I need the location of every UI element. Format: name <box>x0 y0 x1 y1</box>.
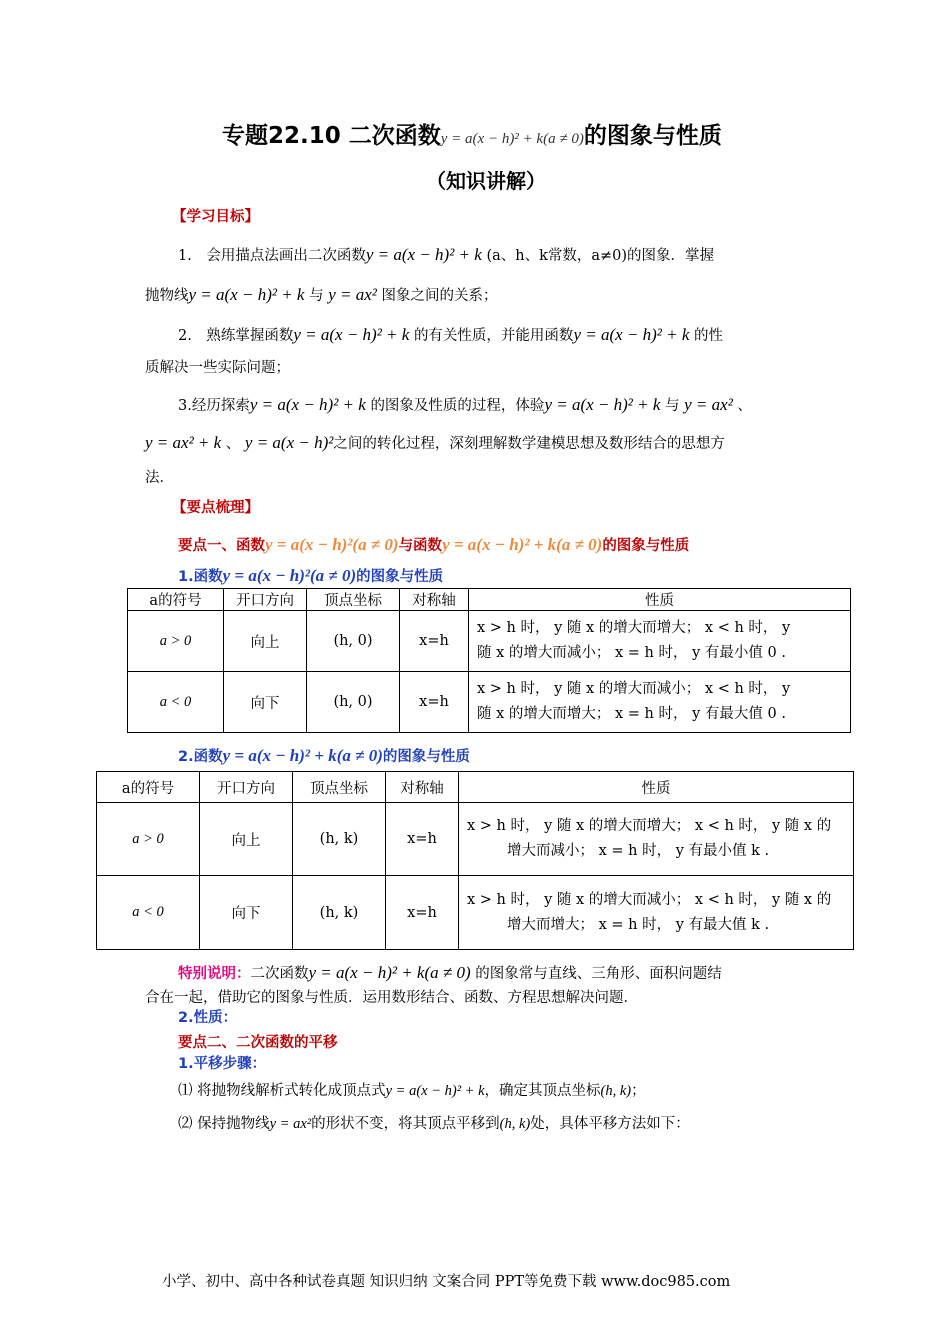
step-text: 处，具体平移方法如下： <box>530 1116 690 1132</box>
sign-cell: a > 0 <box>97 803 200 876</box>
property-line: x > h 时， y 随 x 的增大而增大； x < h 时， y 随 x 的 <box>467 818 832 834</box>
goal-text: 的性 <box>694 328 724 344</box>
formula: (h, k) <box>499 1116 531 1132</box>
direction-cell: 向下 <box>224 672 307 733</box>
heading-text: 的图象与性质 <box>356 569 444 585</box>
formula: y = a(x − h)² + k <box>573 325 690 344</box>
goal-3-line2 <box>145 432 725 453</box>
axis-cell: x=h <box>386 876 459 950</box>
goal-text: 与 <box>665 398 680 414</box>
header-cell: 对称轴 <box>400 589 469 611</box>
goals-heading: 【学习目标】 <box>172 209 259 225</box>
special-note-line1 <box>178 962 722 983</box>
heading-text: 2.函数 <box>178 749 223 765</box>
goal-1-line1 <box>178 244 714 265</box>
formula: y = a(x − h)²(a ≠ 0) <box>265 535 399 554</box>
formula: y = a(x − h)² + k <box>365 245 482 264</box>
step-text: ，确定其顶点坐标 <box>484 1083 601 1099</box>
table-row <box>128 672 851 733</box>
title-formula: y = a(x − h)² + k(a ≠ 0) <box>440 131 584 147</box>
table-header-row <box>128 589 851 611</box>
goal-text: 3.经历探索 <box>178 398 250 414</box>
header-cell: 顶点坐标 <box>293 772 386 803</box>
page-title <box>222 117 722 150</box>
step-text: ⑵ 保持抛物线 <box>178 1116 270 1132</box>
property-cell <box>459 876 854 950</box>
sign-cell: a < 0 <box>128 672 224 733</box>
goal-text: (a、h、k常数，a≠0)的图象．掌握 <box>486 248 715 264</box>
heading-text: 1.函数 <box>178 569 223 585</box>
formula: (h, k) <box>600 1083 632 1099</box>
step-1 <box>178 1079 646 1100</box>
goal-text: 、 <box>225 436 241 452</box>
direction-cell: 向上 <box>224 611 307 672</box>
property-line: x > h 时， y 随 x 的增大而减小； x < h 时， y 随 x 的 <box>467 891 832 908</box>
vertex-cell: (h, 0) <box>307 611 400 672</box>
goal-3-line1 <box>178 394 752 415</box>
step-text: 的形状不变，将其顶点平移到 <box>311 1116 500 1132</box>
formula: y = a(x − h)² + k <box>385 1083 485 1099</box>
heading-text: 要点一、函数 <box>178 538 265 554</box>
goal-1-line2 <box>145 284 497 305</box>
vertex-cell: (h, k) <box>293 803 386 876</box>
step-2 <box>178 1112 690 1133</box>
note-text: 的图象常与直线、三角形、面积问题结 <box>475 966 722 982</box>
sub-2-heading <box>178 745 470 766</box>
formula: y = ax² + k <box>145 433 222 452</box>
header-cell: a的符号 <box>128 589 224 611</box>
property-line: 随 x 的增大而减小； x = h 时， y 有最小值 0 . <box>477 645 786 661</box>
formula: y = a(x − h)² + k(a ≠ 0) <box>222 746 383 765</box>
sign-cell: a > 0 <box>128 611 224 672</box>
goal-text: 1. 会用描点法画出二次函数 <box>178 248 366 264</box>
formula: y = a(x − h)²(a ≠ 0) <box>222 566 357 585</box>
sign-cell: a < 0 <box>97 876 200 950</box>
property-line: 增大而减小； x = h 时， y 有最小值 k . <box>507 843 770 859</box>
note-label: 特别说明： <box>178 965 251 982</box>
goal-3-line3: 法． <box>145 470 174 486</box>
property-cell <box>469 672 851 733</box>
heading-text: 的图象与性质 <box>382 749 470 765</box>
goal-2-line2: 质解决一些实际问题； <box>145 360 290 376</box>
title-prefix: 专题22.10 二次函数 <box>222 123 441 149</box>
property-cell <box>469 611 851 672</box>
formula: y = a(x − h)² + k <box>188 285 305 304</box>
goal-text: 的有关性质，并能用函数 <box>413 328 574 344</box>
formula: y = a(x − h)² + k <box>544 395 661 414</box>
title-suffix: 的图象与性质 <box>583 123 722 149</box>
point-2-heading: 要点二、二次函数的平移 <box>178 1035 338 1051</box>
formula: y = a(x − h)² + k <box>249 395 366 414</box>
header-cell: 顶点坐标 <box>307 589 400 611</box>
goal-2-line1 <box>178 324 723 345</box>
step-text: ； <box>631 1083 646 1099</box>
direction-cell: 向下 <box>200 876 293 950</box>
note-text: 二次函数 <box>250 966 309 982</box>
points-heading: 【要点梳理】 <box>172 500 259 516</box>
axis-cell: x=h <box>400 611 469 672</box>
goal-text: 之间的转化过程，深刻理解数学建模思想及数形结合的思想方 <box>333 436 725 452</box>
table-2 <box>96 771 854 950</box>
goal-text: 、 <box>737 398 752 414</box>
table-header-row <box>97 772 854 803</box>
page-footer: 小学、初中、高中各种试卷真题 知识归纳 文案合同 PPT等免费下载 www.doc985.com <box>162 1274 731 1290</box>
header-cell: 对称轴 <box>386 772 459 803</box>
direction-cell: 向上 <box>200 803 293 876</box>
vertex-cell: (h, 0) <box>307 672 400 733</box>
axis-cell: x=h <box>386 803 459 876</box>
formula: y = a(x − h)² + k <box>293 325 410 344</box>
header-cell: 性质 <box>469 589 851 611</box>
axis-cell: x=h <box>400 672 469 733</box>
heading-text: 的图象与性质 <box>602 538 690 554</box>
property-line: x > h 时， y 随 x 的增大而减小； x < h 时， y <box>477 681 791 697</box>
vertex-cell: (h, k) <box>293 876 386 950</box>
table-1 <box>127 588 851 733</box>
header-cell: a的符号 <box>97 772 200 803</box>
property-line: x > h 时， y 随 x 的增大而增大； x < h 时， y <box>477 620 791 636</box>
goal-text: 2. 熟练掌握函数 <box>178 328 294 344</box>
header-cell: 开口方向 <box>224 589 307 611</box>
page-subtitle: （知识讲解） <box>426 169 546 193</box>
property-line: 增大而增大； x = h 时， y 有最大值 k . <box>507 916 770 933</box>
table-row <box>97 803 854 876</box>
properties-heading: 2.性质： <box>178 1010 238 1026</box>
formula: y = ax² <box>328 285 377 304</box>
formula: y = a(x − h)² + k(a ≠ 0) <box>308 963 471 982</box>
step-text: ⑴ 将抛物线解析式转化成顶点式 <box>178 1083 386 1099</box>
goal-text: 抛物线 <box>145 288 189 304</box>
point-1-heading <box>178 534 689 555</box>
header-cell: 性质 <box>459 772 854 803</box>
property-cell <box>459 803 854 876</box>
formula: y = a(x − h)² <box>244 433 334 452</box>
special-note-line2: 合在一起，借助它的图象与性质．运用数形结合、函数、方程思想解决问题． <box>145 990 638 1006</box>
table-row <box>97 876 854 950</box>
header-cell: 开口方向 <box>200 772 293 803</box>
table-row <box>128 611 851 672</box>
goal-text: 的图象及性质的过程，体验 <box>370 398 545 414</box>
formula: y = a(x − h)² + k(a ≠ 0) <box>442 535 603 554</box>
formula: y = ax² <box>269 1116 312 1132</box>
property-line: 随 x 的增大而增大； x = h 时， y 有最大值 0 . <box>477 706 786 722</box>
goal-text: 图象之间的关系； <box>381 288 498 304</box>
steps-heading: 1.平移步骤： <box>178 1056 267 1072</box>
sub-1-heading <box>178 565 443 586</box>
goal-text: 与 <box>309 288 324 304</box>
heading-text: 与函数 <box>398 538 443 554</box>
formula: y = ax² <box>684 395 733 414</box>
